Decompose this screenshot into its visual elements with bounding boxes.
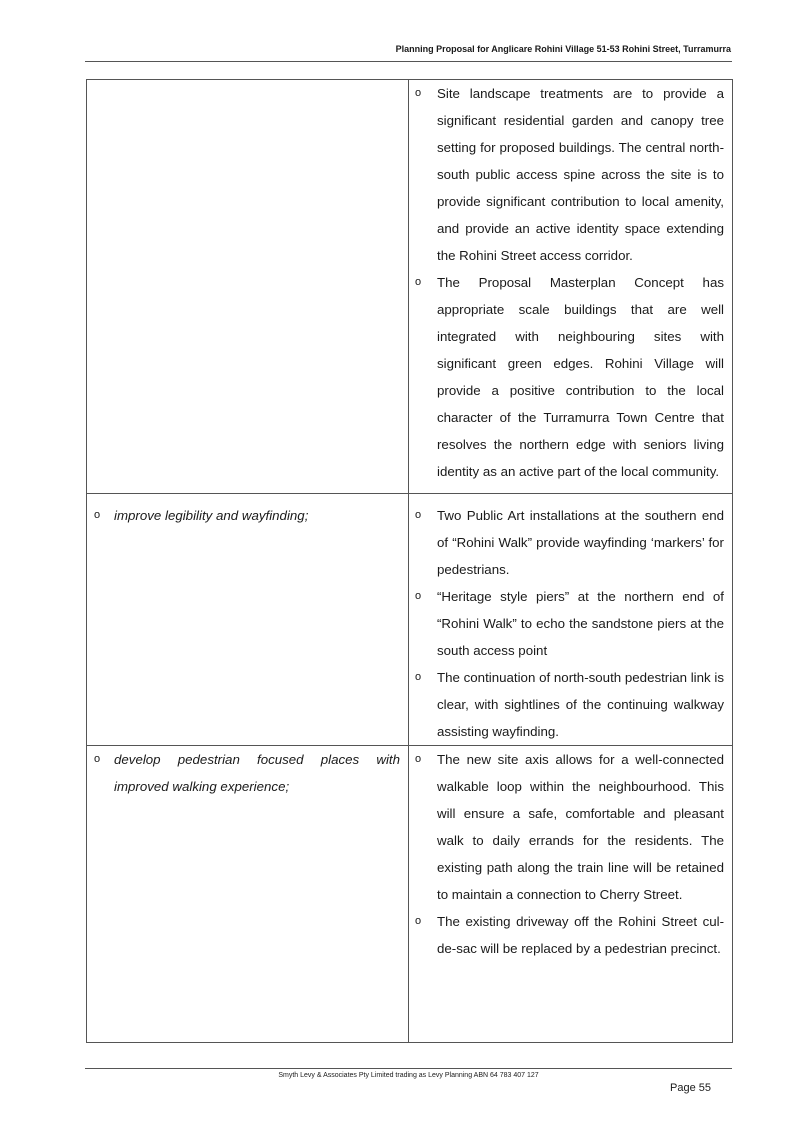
response-cell bbox=[409, 746, 733, 1043]
objective-cell bbox=[87, 494, 409, 746]
footer-rule bbox=[85, 1068, 732, 1069]
list-item-text: improve legibility and wayfinding; bbox=[114, 508, 309, 523]
list-item bbox=[87, 502, 408, 529]
list-item bbox=[409, 908, 732, 962]
bullet-icon: o bbox=[94, 753, 101, 765]
list-item-text: “Heritage style piers” at the northern end of “Rohini Walk” to echo the sandstone piers at the south access point bbox=[437, 589, 724, 658]
table-row bbox=[87, 494, 733, 746]
list-item-text: The existing driveway off the Rohini Street cul-de-sac will be replaced by a pedestrian precinct. bbox=[437, 914, 724, 956]
list-item-text: develop pedestrian focused places with improved walking experience; bbox=[114, 752, 400, 794]
list-item-text: The continuation of north-south pedestrian link is clear, with sightlines of the continuing walkway assisting wayfinding. bbox=[437, 670, 724, 739]
bullet-icon: o bbox=[415, 276, 422, 288]
list-item-text: Site landscape treatments are to provide a significant residential garden and canopy tree setting for proposed buildings. The central north-south public access spine across the site is to provide significant contribution to local amenity, and provide an active identity space extending the Rohini Street access corridor. bbox=[437, 86, 724, 263]
bullet-icon: o bbox=[415, 590, 422, 602]
table-row bbox=[87, 746, 733, 1043]
list-item bbox=[409, 664, 732, 745]
list-item bbox=[409, 80, 732, 269]
page-header: Planning Proposal for Anglicare Rohini Village 51-53 Rohini Street, Turramurra bbox=[395, 44, 731, 54]
list-item bbox=[87, 746, 408, 800]
bullet-icon: o bbox=[415, 671, 422, 683]
objective-cell bbox=[87, 746, 409, 1043]
response-cell bbox=[409, 80, 733, 494]
header-rule bbox=[85, 61, 732, 62]
table-row bbox=[87, 80, 733, 494]
list-item-text: The Proposal Masterplan Concept has appropriate scale buildings that are well integrated with neighbouring sites with significant green edges. Rohini Village will provide a positive contribution to the local character of the Turramurra Town Centre that resolves the northern edge with seniors living identity as an active part of the local community. bbox=[437, 275, 724, 479]
list-item bbox=[409, 746, 732, 908]
objective-cell bbox=[87, 80, 409, 494]
content-table bbox=[86, 79, 733, 1043]
list-item bbox=[409, 583, 732, 664]
list-item-text: The new site axis allows for a well-connected walkable loop within the neighbourhood. This will ensure a safe, comfortable and pleasant walk to daily errands for the residents. The existing path along the train line will be retained to maintain a connection to Cherry Street. bbox=[437, 752, 724, 902]
bullet-icon: o bbox=[94, 509, 101, 521]
response-cell bbox=[409, 494, 733, 746]
bullet-icon: o bbox=[415, 915, 422, 927]
list-item-text: Two Public Art installations at the southern end of “Rohini Walk” provide wayfinding ‘markers’ for pedestrians. bbox=[437, 508, 724, 577]
footer-company: Smyth Levy & Associates Pty Limited trading as Levy Planning ABN 64 783 407 127 bbox=[278, 1072, 539, 1079]
list-item bbox=[409, 269, 732, 485]
bullet-icon: o bbox=[415, 753, 422, 765]
page-number: Page 55 bbox=[670, 1082, 711, 1094]
list-item bbox=[409, 502, 732, 583]
bullet-icon: o bbox=[415, 509, 422, 521]
bullet-icon: o bbox=[415, 87, 422, 99]
